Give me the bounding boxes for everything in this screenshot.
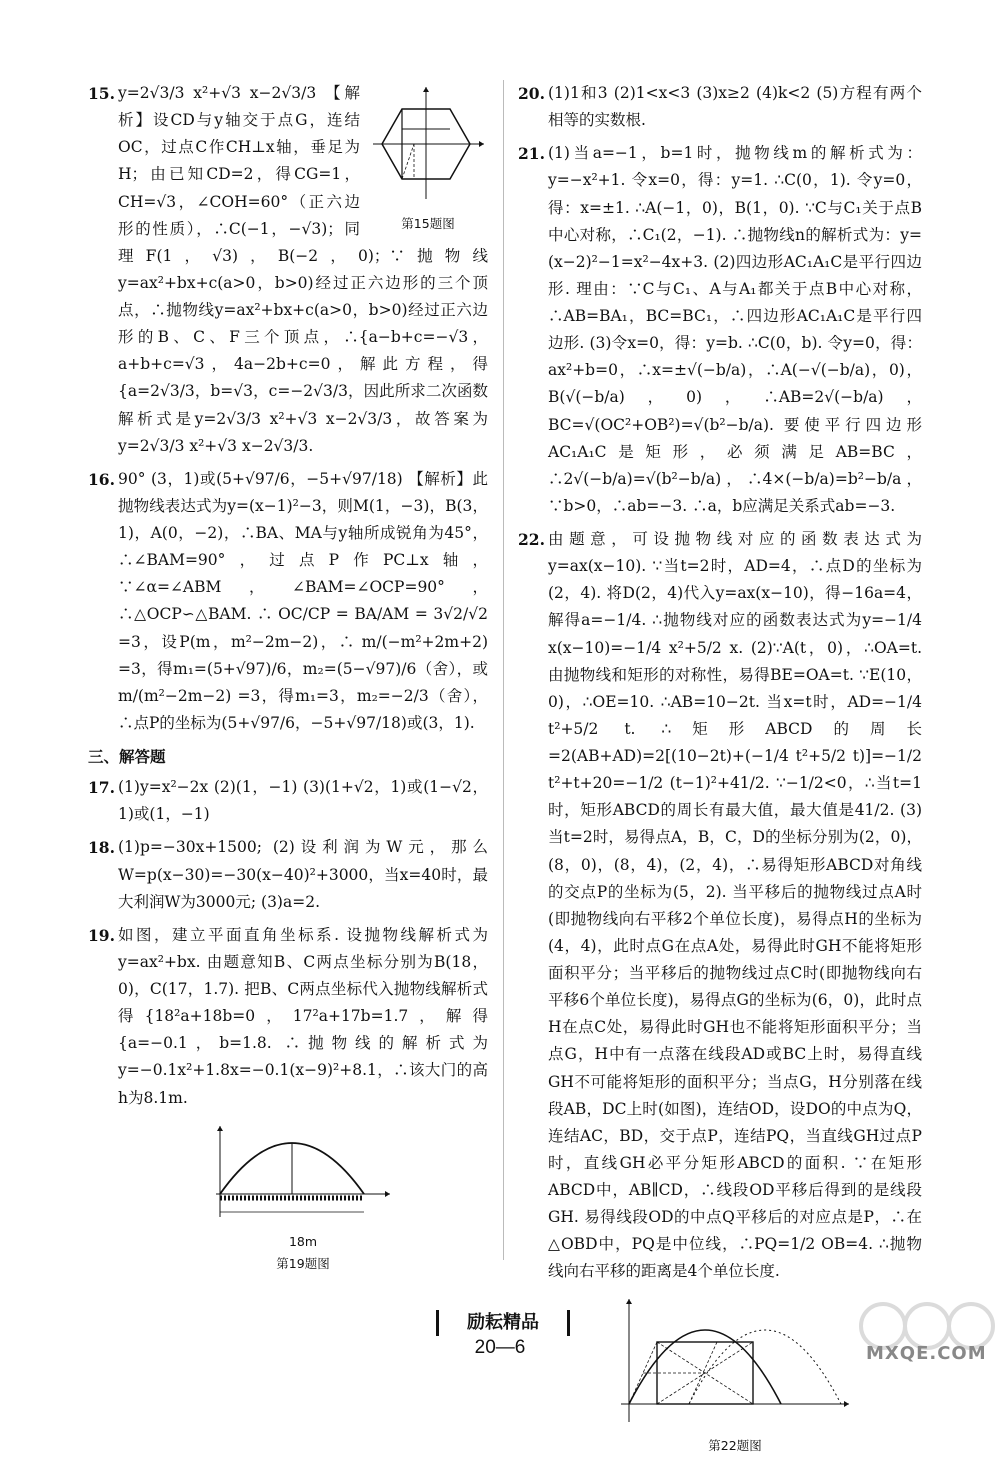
question-number: 16. (88, 469, 115, 489)
question-19 (88, 922, 488, 1275)
figure-caption: 第19题图 (276, 1255, 330, 1271)
question-text: (1)1和3 (2)1<x<3 (3)x≥2 (4)k<2 (5)方程有两个相等的实数根. (548, 84, 922, 130)
figure-15 (368, 84, 488, 235)
gate-parabola-diagram (208, 1122, 398, 1222)
column-divider (503, 80, 504, 1260)
footer-brand: 励耘精品 (436, 1310, 570, 1336)
figure-caption: 第22题图 (708, 1437, 762, 1453)
question-number: 20. (518, 84, 545, 103)
question-text: 由题意，可设抛物线对应的函数表达式为y=ax(x−10). ∵当t=2时，AD=4，∴点D的坐标为(2，4). 将D(2，4)代入y=ax(x−10)，得−16a=4，解得a=−1/4. ∴抛物线对应的函数表达式为y=−1/4 x(x−10)=−1/4 x²+5/2 x. (2)∵A(t，0)，∴OA=t. 由抛物线和矩形的对称性，易得BE=OA=t. ∵E(10，0)，∴OE=10. ∴AB=10−2t. 当x=t时，AD=−1/4 t²+5/2 t. ∴矩形ABCD的周长=2(AB+AD)=2[(10−2t)+(−1/4 t²+5/2 t)]=−1/2 t²+t+20=−1/2 (t−1)²+41/2. ∵−1/2<0，∴当t=1时，矩形ABCD的周长有最大值，最大值是41/2. (3)当t=2时，易得点A，B，C，D的坐标分别为(2，0)，(8，0)，(8，4)，(2，4)，∴易得矩形ABCD对角线的交点P的坐标为(5，2). 当平移后的抛物线过点A时(即抛物线向右平移2个单位长度)，易得点H的坐标为(4，4)，此时点G在点A处，易得此时GH不能将矩形面积平分；当平移后的抛物线过点C时(即抛物线向右平移6个单位长度)，易得点G的坐标为(6，0)，此时点H在点C处，易得此时GH也不能将矩形面积平分；当点G，H中有一点落在线段AD或BC上时，易得直线GH不可能将矩形的面积平分；当点G，H分别落在线段AB，DC上时(如图)，连结OD，设DO的中点为Q，连结AC，BD，交于点P，连结PQ，当直线GH过点P时，直线GH必平分矩形ABCD的面积. ∵在矩形ABCD中，AB∥CD，∴线段OD平移后得到的是线段GH. 易得线段OD的中点Q平移后的对应点是P，∴在△OBD中，PQ是中位线，∴PQ=1/2 OB=4. ∴抛物线向右平移的距离是4个单位长度. (548, 530, 922, 1281)
question-18 (88, 834, 488, 915)
question-text: 如图，建立平面直角坐标系. 设抛物线解析式为y=ax²+bx. 由题意知B、C两点坐标分别为B(18，0)，C(17，1.7). 把B、C两点坐标代入抛物线解析式得{18²a+18b=0，17²a+17b=1.7，解得{a=−0.1，b=1.8. ∴抛物线的解析式为y=−0.1x²+1.8x=−0.1(x−9)²+8.1，∴该大门的高h为8.1m. (118, 925, 488, 1107)
question-text: (1)当a=−1，b=1时，抛物线m的解析式为：y=−x²+1. 令x=0，得：y=1. ∴C(0，1). 令y=0，得：x=±1. ∴A(−1，0)，B(1，0). ∵C与C₁关于点B中心对称，∴C₁(2，−1). ∴抛物线n的解析式为：y=(x−2)²−1=x²−4x+3. (2)四边形AC₁A₁C是平行四边形. 理由：∵C与C₁、A与A₁都关于点B中心对称，∴AB=BA₁，BC=BC₁，∴四边形AC₁A₁C是平行四边形. (3)令x=0，得：y=b. ∴C(0，b). 令y=0，得：ax²+b=0，∴x=±√(−b/a)，∴A(−√(−b/a)，0)，B(√(−b/a)，0)，∴AB=2√(−b/a)，BC=√(OC²+OB²)=√(b²−b/a). 要使平行四边形AC₁A₁C是矩形，必须满足AB=BC，∴2√(−b/a)=√(b²−b/a)，∴4×(−b/a)=b²−b/a，∵b>0，∴ab=−3. ∴a，b应满足关系式ab=−3. (548, 144, 923, 515)
page-number: 20—6 (474, 1337, 526, 1358)
question-number: 19. (88, 925, 115, 945)
figure-19 (118, 1122, 488, 1275)
section-title: 三、解答题 (88, 747, 166, 766)
question-number: 18. (88, 838, 115, 858)
hexagon-diagram (368, 84, 488, 204)
question-16 (88, 466, 488, 737)
question-17 (88, 774, 488, 828)
watermark-text: MXQE.COM (866, 1343, 987, 1364)
question-21 (518, 140, 922, 520)
rectangle-parabola-diagram (615, 1296, 855, 1426)
right-column (518, 80, 922, 1463)
figure-dimension: 18m (288, 1233, 318, 1249)
question-number: 22. (518, 530, 545, 549)
question-text: 90° (3，1)或(5+√97/6，−5+√97/18) 【解析】此抛物线表达式为y=(x−1)²−3，则M(1，−3)，B(3，1)，A(0，−2)，∴BA、MA与y轴所成锐角为45°，∴∠BAM=90°，过点P作PC⊥x轴，∵∠α=∠ABM，∠BAM=∠OCP=90°，∴△OCP∽△BAM. ∴ OC/CP = BA/AM = 3√2/√2 =3，设P(m，m²−2m−2)，∴ m/(−m²+2m+2) =3，得m₁=(5+√97)/6，m₂=(5−√97)/6（舍），或 m/(m²−2m−2) =3，得m₁=3，m₂=−2/3（舍），∴点P的坐标为(5+√97/6，−5+√97/18)或(3，1). (118, 469, 488, 732)
question-text: (1)y=x²−2x (2)(1，−1) (3)(1+√2，1)或(1−√2，1)或(1，−1) (118, 778, 488, 824)
figure-caption: 第15题图 (401, 216, 455, 232)
question-number: 21. (518, 144, 545, 164)
left-column (88, 80, 488, 1281)
question-15 (88, 80, 488, 460)
question-number: 17. (88, 778, 115, 798)
question-20 (518, 80, 922, 134)
question-text: (1)p=−30x+1500; (2)设利润为W元，那么W=p(x−30)=−30(x−40)²+3000，当x=40时，最大利润W为3000元; (3)a=2. (118, 838, 488, 911)
question-number: 15. (88, 84, 115, 103)
question-text: y=2√3/3 x²+√3 x−2√3/3 【解析】设CD与y轴交于点G，连结OC，过点C作CH⊥x轴，垂足为H；由已知CD=2，得CG=1，CH=√3，∠COH=60°（正六边形的性质），∴C(−1，−√3)；同理F(1，√3)，B(−2，0)；∵抛物线y=ax²+bx+c(a>0，b>0)经过正六边形的三个顶点，∴抛物线y=ax²+bx+c(a>0，b>0)经过正六边形的B、C、F三个顶点，∴{a−b+c=−√3，a+b+c=√3，4a−2b+c=0，解此方程，得{a=2√3/3，b=√3，c=−2√3/3，因此所求二次函数解析式是y=2√3/3 x²+√3 x−2√3/3，故答案为y=2√3/3 x²+√3 x−2√3/3. (118, 84, 488, 455)
